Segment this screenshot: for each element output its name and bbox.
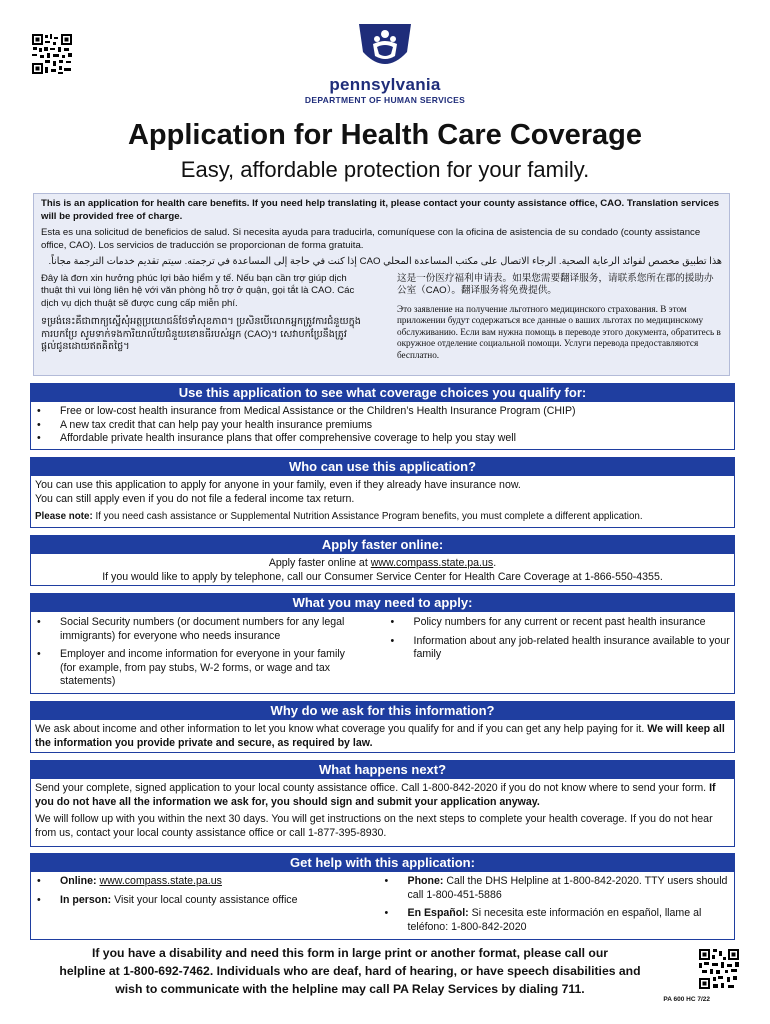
agency-department: DEPARTMENT OF HUMAN SERVICES	[304, 95, 466, 105]
phone-label: Phone:	[407, 875, 444, 887]
list-item: • Information about any job-related health insurance available to your family	[389, 635, 731, 662]
next-paragraph-2: We will follow up with you within the next 30 days. You will get instructions on the next steps to complete your health coverage. If you do not hear from us, contact your local county assistance office or call 1-877-395-8930.	[35, 813, 713, 839]
translation-notice	[33, 193, 730, 376]
qr-code-bottom	[698, 948, 740, 990]
list-item: • Policy numbers for any current or recent past health insurance	[389, 616, 731, 630]
help-phone	[383, 875, 731, 902]
online-label: Online:	[60, 875, 97, 887]
section-header-use: Use this application to see what coverage choices you qualify for:	[30, 383, 735, 402]
section-body-apply	[30, 554, 735, 586]
phone-text: Call the DHS Helpline at 1-800-842-2020. TTY users should call 1-800-451-5886	[407, 875, 728, 901]
section-body-who	[30, 476, 735, 528]
help-left-list	[35, 875, 383, 939]
apply-line-2: If you would like to apply by telephone, call our Consumer Service Center for Health Care Coverage at 1-866-550-4355.	[102, 570, 663, 583]
translation-chinese: 这是一份医疗福利申请表。如果您需要翻译服务，请联系您所在郡的援助办公室（CAO）。翻译服务将免费提供。	[397, 272, 714, 296]
footer-line-1: If you have a disability and need this form in large print or another format, please call our	[91, 946, 609, 960]
section-body-help	[30, 872, 735, 940]
page-subtitle: Easy, affordable protection for your family.	[180, 157, 590, 182]
translation-khmer: ទម្រង់នេះគឺជាពាក្យស្នើសុំអត្ថប្រយោជន៍ថែទាំសុខភាព។ ប្រសិនបើលោកអ្នកត្រូវការជំនួយក្នុងការបកប្រែ សូមទាក់ទងការិយាល័យជំនួយខោនធីរបស់អ្នក (CAO)។ សេវាបកប្រែនឹងត្រូវផ្តល់ជូនដោយឥតគិតថ្លៃ។	[41, 316, 361, 352]
translation-vietnamese: Đây là đơn xin hưởng phúc lợi bảo hiểm y tế. Nếu bạn cần trợ giúp dịch thuật thì vui lòng liên hệ với văn phòng hỗ trợ ở quận, gọi tắt là CAO. Các dịch vụ dịch thuật sẽ được cung cấp miễn phí.	[41, 272, 355, 309]
next-p1-text: Send your complete, signed application to your local county assistance office. Call 1-800-842-2020 if you do not know where to send your form.	[35, 782, 707, 794]
need-right-list	[383, 616, 731, 694]
section-header-help: Get help with this application:	[30, 853, 735, 872]
help-compass-link[interactable]: www.compass.state.pa.us	[99, 875, 222, 887]
apply-suffix: .	[493, 557, 497, 569]
dhs-logo	[300, 22, 470, 105]
section-header-why: Why do we ask for this information?	[30, 701, 735, 720]
compass-link[interactable]: www.compass.state.pa.us	[370, 557, 494, 569]
page-title: Application for Health Care Coverage	[127, 119, 643, 151]
list-item: • Free or low-cost health insurance from Medical Assistance or the Children’s Health Insurance Program (CHIP)	[35, 405, 730, 419]
help-espanol	[383, 907, 731, 934]
footer-line-2: helpline at 1-800-692-7462. Individuals who are deaf, hard of hearing, or have speech disabilities and	[59, 964, 641, 978]
help-online	[35, 875, 383, 889]
translation-grid	[41, 273, 722, 368]
section-header-next: What happens next?	[30, 760, 735, 779]
why-bold-text: We will keep all the information you provide private and secure, as required by law.	[35, 723, 725, 749]
apply-prefix: Apply faster online at	[268, 557, 371, 569]
section-header-who: Who can use this application?	[30, 457, 735, 476]
apply-line-1	[35, 557, 730, 571]
help-in-person	[35, 894, 383, 908]
espanol-label: En Español:	[407, 907, 469, 919]
who-note	[35, 510, 730, 524]
next-p1-bold: If you do not have all the information we ask for, you should sign and submit your application anyway.	[35, 782, 716, 808]
espanol-text: Si necesita este información en español, llame al teléfono: 1-800-842-2020	[407, 907, 702, 933]
need-left-list	[35, 616, 383, 694]
list-item: • Employer and income information for everyone in your family (for example, from pay stubs, W-2 forms, or wage and tax statements)	[35, 648, 363, 689]
translation-right-column	[397, 273, 722, 368]
why-text: We ask about income and other information to let you know what coverage you qualify for and if you can get any help paying for it.	[35, 723, 645, 735]
agency-name: pennsylvania	[329, 75, 441, 94]
accessibility-notice	[30, 944, 670, 998]
in-person-label: In person:	[60, 893, 112, 906]
next-paragraph-1	[35, 782, 730, 809]
translation-arabic: هذا تطبيق مخصص لفوائد الرعاية الصحية. الرجاء الاتصال على مكتب المساعدة المحلي CAO إذا كنت في حاجة إلى المساعدة في ترجمته. سيتم تقديم خدمات الترجمة مجاناً.	[48, 256, 722, 267]
section-header-apply: Apply faster online:	[30, 535, 735, 554]
section-header-need: What you may need to apply:	[30, 593, 735, 612]
qr-code-top	[31, 33, 73, 75]
form-code: PA 600 HC 7/22	[663, 996, 710, 1003]
who-line-2: You can still apply even if you do not file a federal income tax return.	[35, 492, 355, 505]
keystone-emblem-icon	[351, 22, 419, 74]
translation-spanish: Esta es una solicitud de beneficios de salud. Si necesita ayuda para traducirla, comuníquese con la oficina de asistencia de su condado (county assistance office, CAO). Los servicios de traducción se proporcionan de forma gratuita.	[41, 227, 701, 251]
help-right-list	[383, 875, 731, 939]
note-label: Please note:	[35, 511, 93, 522]
list-item: • A new tax credit that can help pay your health insurance premiums	[35, 419, 730, 433]
footer-line-3: wish to communicate with the helpline may call PA Relay Services by dialing 711.	[115, 982, 585, 996]
who-line-1: You can use this application to apply for anyone in your family, even if they already have insurance now.	[35, 479, 521, 491]
translation-left-column	[41, 273, 366, 368]
translation-english: This is an application for health care benefits. If you need help translating it, please contact your county assistance office, CAO. Translation services will be provided free of charge.	[41, 198, 720, 222]
section-body-use	[30, 402, 735, 450]
translation-russian: Это заявление на получение льготного медицинского страхования. В этом приложении будут содержаться все данные о ваших льготах по медицинскому обслуживанию. Если вам нужна помощь в переводе этого документа, обратитесь в окружное отделение социальной помощи. Услуги перевода предоставляются бесплатно.	[397, 303, 721, 360]
list-item: • Affordable private health insurance plans that offer comprehensive coverage to help you stay well	[35, 432, 730, 446]
section-body-need	[30, 612, 735, 694]
in-person-text: Visit your local county assistance office	[114, 893, 298, 906]
section-body-why	[30, 720, 735, 753]
section-body-next	[30, 779, 735, 847]
list-item: • Social Security numbers (or document numbers for any legal immigrants) for everyone who needs insurance	[35, 616, 363, 643]
note-text: If you need cash assistance or Supplemental Nutrition Assistance Program benefits, you must complete a different application.	[95, 511, 643, 522]
